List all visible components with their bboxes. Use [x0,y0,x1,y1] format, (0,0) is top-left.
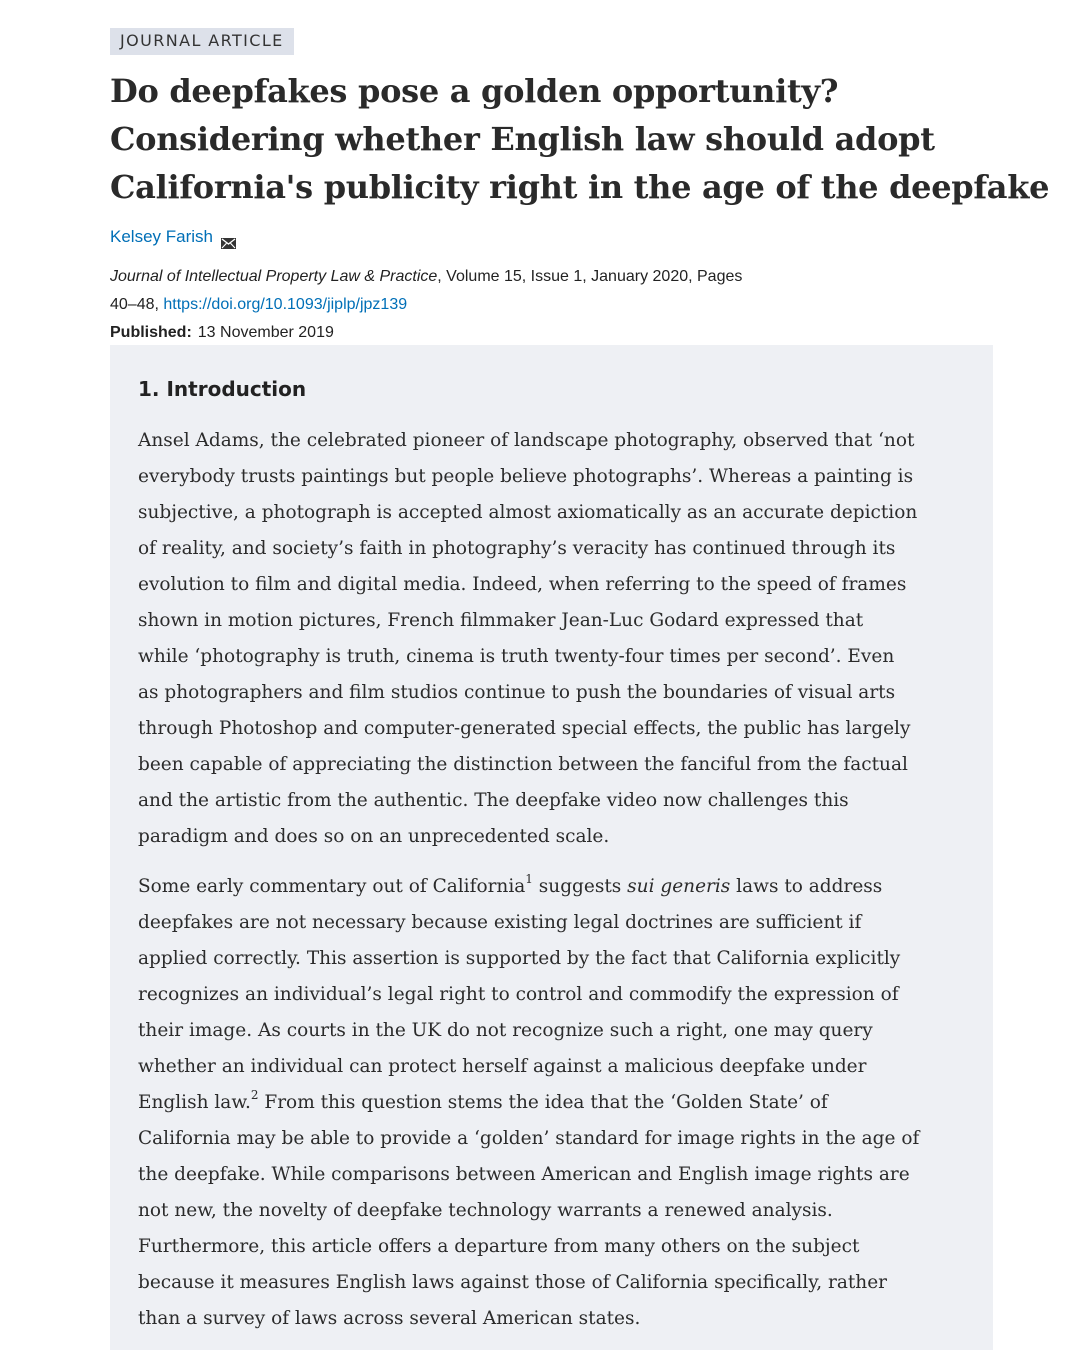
text-line: recognizes an individual’s legal right to control and commodify the expression of [138,984,899,1005]
text-line: evolution to film and digital media. Indeed, when referring to the speed of frames [138,574,907,595]
text-line: their image. As courts in the UK do not recognize such a right, one may query [138,1020,873,1041]
text-line: through Photoshop and computer-generated special effects, the public has largely [138,718,911,739]
text-line: and the artistic from the authentic. The deepfake video now challenges this [138,790,849,811]
text-line: been capable of appreciating the distinction between the fanciful from the factual [138,754,908,775]
footnote-ref-2[interactable]: 2 [250,1087,259,1102]
citation [110,263,830,319]
text-line: the deepfake. While comparisons between American and English image rights are [138,1164,910,1185]
text-line: whether an individual can protect herself against a malicious deepfake under [138,1056,867,1077]
text-line: everybody trusts paintings but people believe photographs’. Whereas a painting is [138,466,914,487]
text-line: Furthermore, this article offers a departure from many others on the subject [138,1236,860,1257]
paragraph [138,869,978,1337]
text-line: applied correctly. This assertion is supported by the fact that California explicitly [138,948,901,969]
section-body [138,423,978,1337]
text-line: paradigm and does so on an unprecedented scale. [138,826,610,847]
emphasis-text: sui generis [627,876,731,897]
text-line: not new, the novelty of deepfake technology warrants a renewed analysis. [138,1200,833,1221]
article-content-panel [110,345,993,1350]
journal-name: Journal of Intellectual Property Law & Practice [110,268,438,285]
citation-details: , Volume 15, Issue 1, January 2020, Pages [437,268,743,285]
published-date [110,319,995,347]
footnote-ref-1[interactable]: 1 [525,871,533,886]
article-header [110,28,1050,347]
text-line: Ansel Adams, the celebrated pioneer of landscape photography, observed that ‘not [138,430,915,451]
text-run: From this question stems the idea that the ‘Golden State’ of [258,1092,828,1113]
text-run: suggests [532,876,628,897]
text-line: deepfakes are not necessary because existing legal doctrines are sufficient if [138,912,862,933]
text-line: because it measures English laws against those of California specifically, rather [138,1272,887,1293]
text-run: Some early commentary out of California [138,876,526,897]
text-line: as photographers and film studios continue to push the boundaries of visual arts [138,682,896,703]
section-heading: 1. Introduction [138,377,307,401]
published-value: 13 November 2019 [197,324,334,341]
text-line: of reality, and society’s faith in photography’s veracity has continued through its [138,538,896,559]
text-line: shown in motion pictures, French filmmaker Jean-Luc Godard expressed that [138,610,864,631]
text-line [138,869,978,905]
text-line: than a survey of laws across several American states. [138,1308,641,1329]
author-line [110,225,995,249]
doi-link[interactable]: https://doi.org/10.1093/jiplp/jpz139 [163,296,408,313]
article-title [110,67,1050,211]
text-run: English law. [138,1092,251,1113]
paragraph [138,423,978,855]
text-line: while ‘photography is truth, cinema is truth twenty-four times per second’. Even [138,646,895,667]
text-line: subjective, a photograph is accepted almost axiomatically as an accurate depiction [138,502,918,523]
article-title-line: Considering whether English law should adopt [110,120,935,158]
text-line: California may be able to provide a ‘golden’ standard for image rights in the age of [138,1128,920,1149]
text-run: laws to address [730,876,883,897]
citation-pages: 40–48, [110,296,164,313]
published-label: Published: [110,324,192,341]
article-type-badge: JOURNAL ARTICLE [110,28,294,55]
article-title-line: California's publicity right in the age of the deepfake [110,168,1050,206]
author-link[interactable]: Kelsey Farish [110,227,213,246]
article-title-line: Do deepfakes pose a golden opportunity? [110,72,839,110]
mail-icon[interactable] [221,232,236,243]
text-line [138,1085,978,1121]
mail-icon-graphic [221,238,236,249]
